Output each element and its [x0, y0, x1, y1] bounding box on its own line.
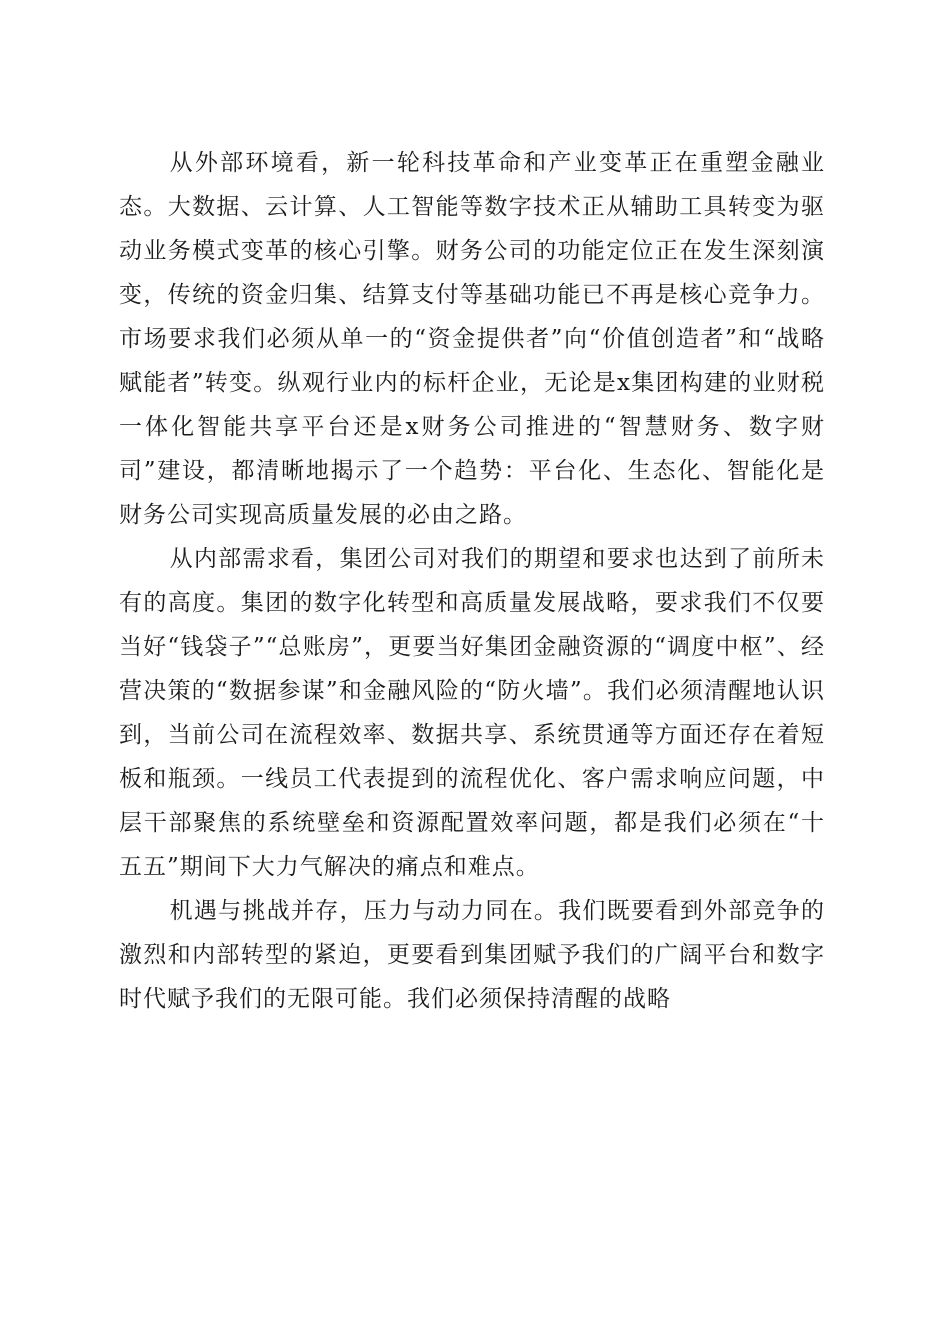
paragraph-opportunity-challenge: 机遇与挑战并存，压力与动力同在。我们既要看到外部竞争的激烈和内部转型的紧迫，更要看到集团赋予我们的广阔平台和数字时代赋予我们的无限可能。我们必须保持清醒的战略 [119, 898, 825, 1012]
document-body [119, 141, 825, 1021]
paragraph-internal-demand: 从内部需求看，集团公司对我们的期望和要求也达到了前所未有的高度。集团的数字化转型和高质量发展战略，要求我们不仅要当好“钱袋子”“总账房”，更要当好集团金融资源的“调度中枢”、经营决策的“数据参谋”和金融风险的“防火墙”。我们必须清醒地认识到，当前公司在流程效率、数据共享、系统贯通等方面还存在着短板和瓶颈。一线员工代表提到的流程优化、客户需求响应问题，中层干部聚焦的系统壁垒和资源配置效率问题，都是我们必须在“十五五”期间下大力气解决的痛点和难点。 [119, 546, 825, 880]
paragraph-external-environment: 从外部环境看，新一轮科技革命和产业变革正在重塑金融业态。大数据、云计算、人工智能等数字技术正从辅助工具转变为驱动业务模式变革的核心引擎。财务公司的功能定位正在发生深刻演变，传统的资金归集、结算支付等基础功能已不再是核心竞争力。市场要求我们必须从单一的“资金提供者”向“价值创造者”和“战略赋能者”转变。纵观行业内的标杆企业，无论是x集团构建的业财税一体化智能共享平台还是x财务公司推进的“智慧财务、数字财司”建设，都清晰地揭示了一个趋势：平台化、生态化、智能化是财务公司实现高质量发展的必由之路。 [119, 150, 825, 528]
